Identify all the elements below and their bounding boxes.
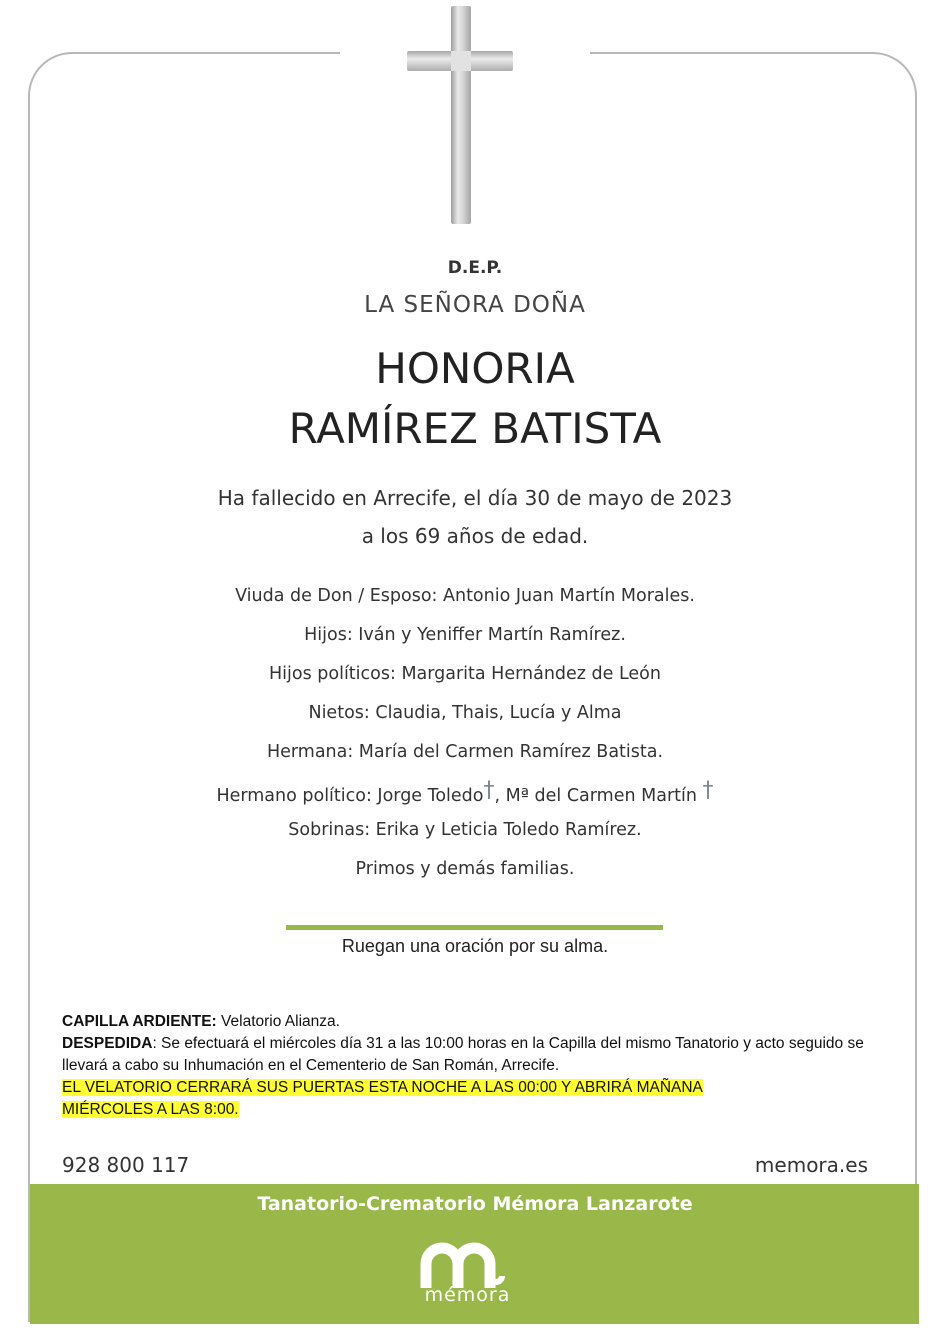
phone-number: 928 800 117 bbox=[62, 1153, 190, 1177]
closing-notice bbox=[62, 1077, 882, 1121]
family-brother-in-law bbox=[0, 777, 930, 816]
footer-title: Tanatorio-Crematorio Mémora Lanzarote bbox=[257, 1193, 693, 1215]
chapel-line bbox=[62, 1011, 882, 1033]
footer-logo-text: mémora bbox=[424, 1284, 511, 1306]
cross-icon bbox=[405, 4, 515, 226]
family-sister: Hermana: María del Carmen Ramírez Batista. bbox=[266, 742, 664, 762]
farewell-label: DESPEDIDA bbox=[62, 1035, 153, 1052]
brother-in-law-part1: Hermano político: Jorge Toledo bbox=[216, 786, 484, 806]
family-grandchildren: Nietos: Claudia, Thais, Lucía y Alma bbox=[308, 703, 622, 723]
death-info-line1: Ha fallecido en Arrecife, el día 30 de mayo de 2023 bbox=[217, 486, 733, 510]
family-spouse: Viuda de Don / Esposo: Antonio Juan Martín Morales. bbox=[235, 586, 695, 606]
family-list bbox=[0, 582, 930, 894]
brother-in-law-part2: , Mª del Carmen Martín bbox=[494, 786, 697, 806]
website-link[interactable]: memora.es bbox=[754, 1153, 868, 1177]
notice-line2: MIÉRCOLES A LAS 8:00. bbox=[62, 1101, 239, 1118]
ceremony-details bbox=[62, 1011, 882, 1121]
dagger-icon: † bbox=[702, 778, 714, 803]
family-others: Primos y demás familias. bbox=[355, 859, 575, 879]
prayer-request: Ruegan una oración por su alma. bbox=[341, 936, 609, 956]
dagger-icon: † bbox=[483, 778, 495, 803]
farewell-value: : Se efectuará el miércoles día 31 a las 10:00 horas en la Capilla del mismo Tanatorio y acto seguido se llevará a cabo su Inhumación en el Cementerio de San Román, Arrecife. bbox=[62, 1035, 864, 1074]
family-children-in-law: Hijos políticos: Margarita Hernández de León bbox=[269, 664, 661, 684]
title-label: LA SEÑORA DOÑA bbox=[364, 292, 586, 318]
family-nieces: Sobrinas: Erika y Leticia Toledo Ramírez. bbox=[288, 820, 642, 840]
deceased-first-name: HONORIA bbox=[375, 344, 575, 393]
family-children: Hijos: Iván y Yeniffer Martín Ramírez. bbox=[304, 625, 626, 645]
chapel-value: Velatorio Alianza. bbox=[216, 1013, 340, 1030]
chapel-label: CAPILLA ARDIENTE: bbox=[62, 1013, 217, 1030]
deceased-surnames: RAMÍREZ BATISTA bbox=[288, 404, 662, 453]
divider-line bbox=[286, 925, 663, 930]
death-info-line2: a los 69 años de edad. bbox=[361, 524, 589, 548]
dep-label: D.E.P. bbox=[447, 258, 503, 278]
notice-line1: EL VELATORIO CERRARÁ SUS PUERTAS ESTA NOCHE A LAS 00:00 Y ABRIRÁ MAÑANA bbox=[62, 1079, 703, 1096]
farewell-line bbox=[62, 1033, 882, 1077]
